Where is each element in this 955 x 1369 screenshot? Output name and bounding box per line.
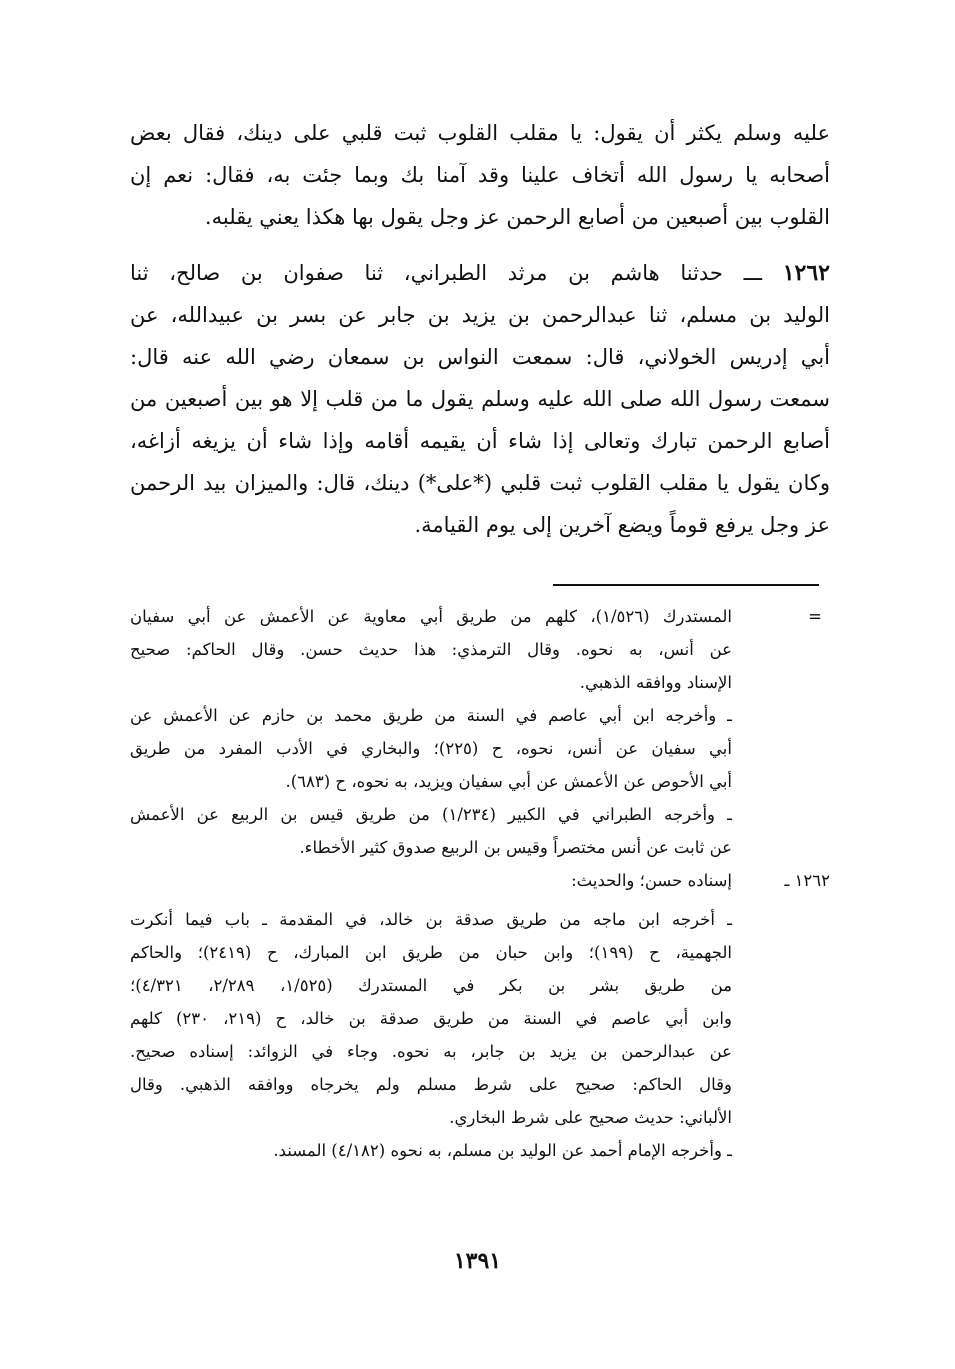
footnote-line: الألباني: حديث صحيح على شرط البخاري. [449, 1108, 732, 1127]
main-text [130, 112, 830, 546]
hadith-dash: ـــ [743, 261, 763, 285]
footnote-line: ـ وأخرجه الطبراني في الكبير (١/٢٣٤) من طريق قيس بن الربيع عن الأعمش [130, 805, 732, 824]
text-line: القلوب بين أصبعين من أصابع الرحمن عز وجل يقول بها هكذا يعني يقلبه. [204, 205, 830, 229]
footnote-number: ١٢٦٢ ـ [784, 871, 830, 890]
text-line: الوليد بن مسلم، ثنا عبدالرحمن بن يزيد بن جابر عن بسر بن عبيدالله، عن [130, 303, 830, 327]
footnote-line: ـ أخرجه ابن ماجه من طريق صدقة بن خالد، في المقدمة ـ باب فيما أنكرت [130, 910, 732, 929]
page-number: ١٣٩١ [453, 1248, 502, 1274]
footnote-line: = المستدرك (١/٥٢٦)، كلهم من طريق أبي معاوية عن الأعمش عن أبي سفيان [130, 600, 830, 633]
text-line: عز وجل يرفع قوماً ويضع آخرين إلى يوم القيامة. [414, 513, 830, 537]
footnote-line: الجهمية، ح (١٩٩)؛ وابن حبان من طريق ابن المبارك، ح (٢٤١٩)؛ والحاكم [130, 943, 732, 962]
footnote-line: عن ثابت عن أنس مختصراً وقيس بن الربيع صدوق كثير الأخطاء. [299, 838, 732, 857]
footnote-line: ـ وأخرجه الإمام أحمد عن الوليد بن مسلم، به نحوه (٤/١٨٢) المسند. [273, 1141, 732, 1160]
text-line: أصابع الرحمن تبارك وتعالى إذا شاء أن يقيمه أقامه وإذا شاء أن يزيغه أزاغه، [130, 429, 830, 453]
footnote-heading: ١٢٦٢ ـ إسناده حسن؛ والحديث: [130, 864, 830, 897]
footnote-line: عن أنس، به نحوه. وقال الترمذي: هذا حديث حسن. وقال الحاكم: صحيح [130, 640, 732, 659]
footnote-line: الإسناد ووافقه الذهبي. [579, 673, 732, 692]
footnote-line: عن عبدالرحمن بن يزيد بن جابر، به نحوه. وجاء في الزوائد: إسناده صحيح. [130, 1042, 732, 1061]
footnotes [130, 600, 830, 1167]
hadith-heading-line [130, 252, 830, 294]
hadith-number: ١٢٦٢ [782, 260, 830, 286]
continuation-mark: = [808, 607, 822, 626]
text-line: سمعت رسول الله صلى الله عليه وسلم يقول ما من قلب إلا هو بين أصبعين من [130, 387, 830, 411]
footnote-line: من طريق بشر بن بكر في المستدرك (١/٥٢٥، ٢/٢٨٩، ٤/٣٢١)؛ [130, 976, 732, 995]
footnote-line: ـ وأخرجه ابن أبي عاصم في السنة من طريق محمد بن حازم عن الأعمش عن [130, 706, 732, 725]
footnote-separator [553, 584, 819, 586]
text-line: وكان يقول يا مقلب القلوب ثبت قلبي (*على*) دينك، قال: والميزان بيد الرحمن [130, 471, 830, 495]
footnote-line: أبي سفيان عن أنس، نحوه، ح (٢٢٥)؛ والبخاري في الأدب المفرد من طريق [130, 739, 732, 758]
text-line: عليه وسلم يكثر أن يقول: يا مقلب القلوب ثبت قلبي على دينك، فقال بعض [130, 121, 830, 145]
text-line: أصحابه يا رسول الله أتخاف علينا وقد آمنا بك وبما جئت به، فقال: نعم إن [130, 163, 830, 187]
text-line: أبي إدريس الخولاني، قال: سمعت النواس بن سمعان رضي الله عنه قال: [130, 345, 830, 369]
footnote-line: أبي الأحوص عن الأعمش عن أبي سفيان ويزيد، به نحوه، ح (٦٨٣). [285, 772, 732, 791]
text-line: حدثنا هاشم بن مرثد الطبراني، ثنا صفوان بن صالح، ثنا [130, 261, 723, 285]
footnote-line: وقال الحاكم: صحيح على شرط مسلم ولم يخرجاه ووافقه الذهبي. وقال [130, 1075, 732, 1094]
footnote-line: وابن أبي عاصم في السنة من طريق صدقة بن خالد، ح (٢١٩، ٢٣٠) كلهم [130, 1009, 732, 1028]
